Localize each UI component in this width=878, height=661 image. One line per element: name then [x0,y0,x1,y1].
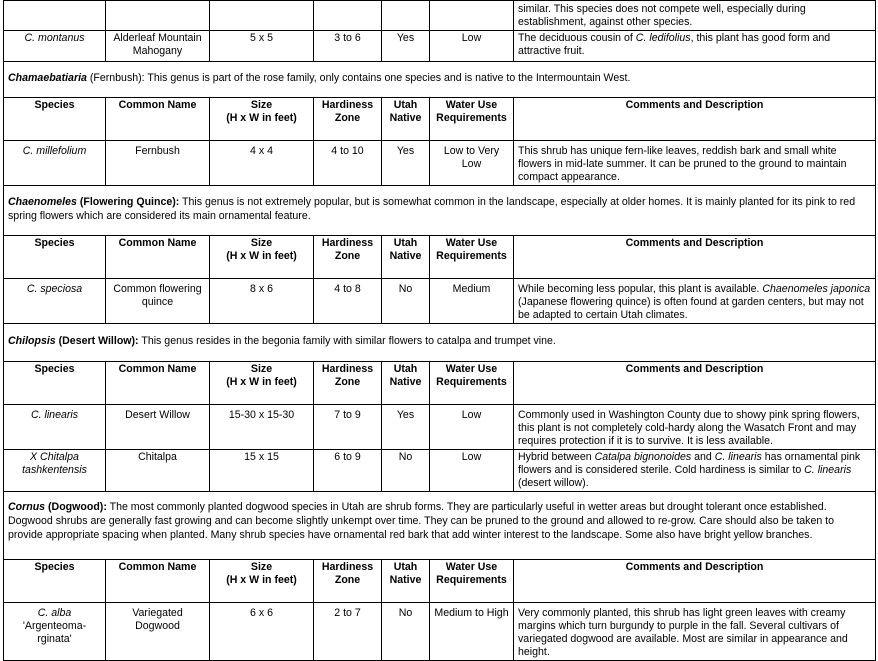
header-water-1: Water Use [445,99,498,111]
genus-description [4,186,876,236]
cell-empty [4,1,106,31]
common-name-cell: Common flowering quince [106,279,210,324]
header-comments: Comments and Description [514,236,876,279]
table-row [4,450,876,492]
header-size [210,236,314,279]
header-size-2: (H x W in feet) [226,574,297,586]
genus-description [4,62,876,98]
header-zone [314,236,382,279]
header-native-1: Utah [393,237,418,249]
header-common: Common Name [106,236,210,279]
header-zone-2: Zone [334,112,361,124]
comments-cell [514,31,876,62]
header-size-1: Size [250,363,273,375]
header-size [210,560,314,603]
comments-cell: Commonly used in Washington County due to showy pink spring flowers, this plant is not completely cold-hardy along the Wasatch Front and may requires protection if it is to survive. It is less available. [514,405,876,450]
header-species: Species [4,362,106,405]
water-cell: Low to Very Low [430,141,514,186]
zone-cell: 2 to 7 [314,603,382,661]
genus-row [4,492,876,560]
header-water-2: Requirements [436,376,507,388]
header-zone-1: Hardiness [321,363,374,375]
comment-italic: C. ledifolius [635,32,691,44]
species-cell: C. montanus [4,31,106,62]
header-native-2: Native [389,574,422,586]
comment-italic: Catalpa bignonoides [594,451,692,463]
comments-cell: Very commonly planted, this shrub has light green leaves with creamy margins which turn burgundy to purple in the fall. Several cultivars of variegated dogwood are available. Most are similar in appearance and height. [514,603,876,661]
genus-name: Cornus [8,501,46,513]
genus-desc: This genus is not extremely popular, but is somewhat common in the landscape, especially at older homes. It is mainly planted for its pink to red spring flowers which are considered its main ornamental feature. [8,196,856,222]
header-native [382,362,430,405]
size-cell: 8 x 6 [210,279,314,324]
header-common: Common Name [106,98,210,141]
header-size-2: (H x W in feet) [226,250,297,262]
header-zone-2: Zone [334,376,361,388]
common-name-cell: Desert Willow [106,405,210,450]
genus-name: Chamaebatiaria [8,72,87,84]
header-water [430,236,514,279]
comment-italic: C. linearis [714,451,762,463]
genus-row [4,186,876,236]
species-cell: C. millefolium [4,141,106,186]
species-cell [4,603,106,661]
species-cultivar: 'Argenteoma-rginata' [22,620,87,645]
table-row [4,31,876,62]
header-size [210,362,314,405]
comment-italic: C. linearis [804,464,852,476]
native-cell: No [382,603,430,661]
size-cell: 6 x 6 [210,603,314,661]
header-zone-2: Zone [334,574,361,586]
header-zone [314,560,382,603]
comment-text: The deciduous cousin of [518,32,636,44]
zone-cell: 7 to 9 [314,405,382,450]
comment-text: , this plant has good form and attractive fruit. [518,32,831,57]
header-zone-1: Hardiness [321,99,374,111]
genus-description [4,324,876,362]
header-size-1: Size [250,99,273,111]
native-cell: Yes [382,31,430,62]
header-size-2: (H x W in feet) [226,376,297,388]
common-name-cell: Variegated Dogwood [106,603,210,661]
comment-text: and [691,451,715,463]
header-water [430,362,514,405]
header-zone-2: Zone [334,250,361,262]
genus-name: Chilopsis [8,335,56,347]
continuation-row [4,1,876,31]
common-name-cell: Chitalpa [106,450,210,492]
header-row [4,98,876,141]
size-cell: 15-30 x 15-30 [210,405,314,450]
header-size-1: Size [250,237,273,249]
native-cell: No [382,279,430,324]
species-cell: C. linearis [4,405,106,450]
comments-cell [514,450,876,492]
header-water-1: Water Use [445,237,498,249]
zone-cell: 4 to 8 [314,279,382,324]
genus-row [4,324,876,362]
cell-empty [314,1,382,31]
header-native-1: Utah [393,99,418,111]
header-native [382,98,430,141]
size-cell: 4 x 4 [210,141,314,186]
header-species: Species [4,560,106,603]
header-native-1: Utah [393,363,418,375]
header-common: Common Name [106,362,210,405]
table-row [4,279,876,324]
header-water-2: Requirements [436,112,507,124]
comment-text: While becoming less popular, this plant is available. [518,283,763,295]
comment-text: (Japanese flowering quince) is often found at garden centers, but may not be adapted to certain Utah climates. [518,296,864,321]
plant-table [3,0,876,661]
genus-desc: This genus resides in the begonia family with similar flowers to catalpa and trumpet vine. [138,335,556,347]
header-water-1: Water Use [445,561,498,573]
header-comments: Comments and Description [514,98,876,141]
water-cell: Low [430,450,514,492]
zone-cell: 3 to 6 [314,31,382,62]
genus-row [4,62,876,98]
genus-desc: The most commonly planted dogwood species in Utah are shrub forms. They are particularly useful in wetter areas but drought tolerant once established. Dogwood shrubs are generally fast growing and can become slightly unkempt over time. They can be pruned to the ground and allowed to re-grow. Care should also be taken to provide appropriate spacing when planted. Many shrub species have ornamental red bark that add winter interest to the landscape. Some also have bright yellow branches. [8,501,835,541]
table-row [4,141,876,186]
header-water [430,98,514,141]
comments-cell: This shrub has unique fern-like leaves, reddish bark and small white flowers in mid-late summer. It can be pruned to the ground to maintain compact appearance. [514,141,876,186]
header-zone-1: Hardiness [321,237,374,249]
water-cell: Low [430,31,514,62]
header-row [4,236,876,279]
comment-text: has ornamental pink flowers and is considered sterile. Cold hardiness is similar to [518,451,861,476]
genus-description [4,492,876,560]
native-cell: Yes [382,141,430,186]
water-cell: Medium [430,279,514,324]
header-native [382,236,430,279]
header-size-2: (H x W in feet) [226,112,297,124]
header-water-2: Requirements [436,574,507,586]
genus-desc: : This genus is part of the rose family, only contains one species and is native to the Intermountain West. [141,72,631,84]
genus-common: (Dogwood): [45,501,107,513]
table-row [4,603,876,661]
zone-cell: 6 to 9 [314,450,382,492]
zone-cell: 4 to 10 [314,141,382,186]
comment-italic: Chaenomeles japonica [762,283,871,295]
cell-empty [430,1,514,31]
header-size [210,98,314,141]
water-cell: Low [430,405,514,450]
water-cell: Medium to High [430,603,514,661]
header-native-2: Native [389,250,422,262]
size-cell: 15 x 15 [210,450,314,492]
size-cell: 5 x 5 [210,31,314,62]
native-cell: No [382,450,430,492]
species-cell: C. speciosa [4,279,106,324]
header-native [382,560,430,603]
header-water-1: Water Use [445,363,498,375]
header-comments: Comments and Description [514,560,876,603]
header-common: Common Name [106,560,210,603]
common-name-cell: Fernbush [106,141,210,186]
cell-empty [106,1,210,31]
header-comments: Comments and Description [514,362,876,405]
header-native-1: Utah [393,561,418,573]
species-cell: X Chitalpa tashkentensis [4,450,106,492]
comments-cell: similar. This species does not compete well, especially during establishment, against other species. [514,1,876,31]
header-species: Species [4,236,106,279]
comments-cell [514,279,876,324]
cell-empty [210,1,314,31]
header-species: Species [4,98,106,141]
genus-common: (Fernbush) [86,72,142,84]
header-zone-1: Hardiness [321,561,374,573]
header-zone [314,362,382,405]
header-native-2: Native [389,112,422,124]
species-italic: C. alba [37,607,72,619]
header-zone [314,98,382,141]
common-name-cell: Alderleaf Mountain Mahogany [106,31,210,62]
header-row [4,560,876,603]
genus-common: (Flowering Quince): [76,196,180,208]
header-native-2: Native [389,376,422,388]
header-row [4,362,876,405]
genus-name: Chaenomeles [8,196,77,208]
comment-text: (desert willow). [518,477,589,489]
cell-empty [382,1,430,31]
header-water-2: Requirements [436,250,507,262]
comment-text: Hybrid between [518,451,595,463]
table-row [4,405,876,450]
header-water [430,560,514,603]
native-cell: Yes [382,405,430,450]
genus-common: (Desert Willow): [55,335,139,347]
header-size-1: Size [250,561,273,573]
